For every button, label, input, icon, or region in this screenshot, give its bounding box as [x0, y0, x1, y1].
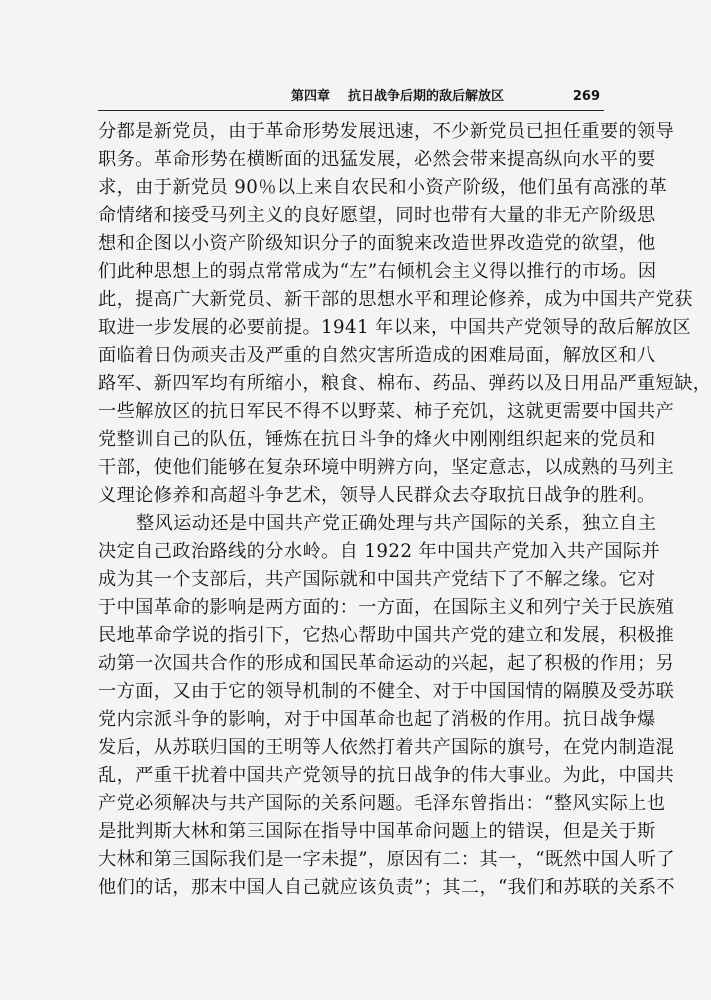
page-number: 269 — [572, 89, 600, 104]
text-line: 求，由于新党员 90％以上来自农民和小资产阶级，他们虽有高涨的革 — [98, 177, 668, 198]
paragraph — [98, 510, 676, 902]
text-line: 于中国革命的影响是两方面的：一方面，在国际主义和列宁关于民族殖 — [98, 597, 675, 618]
text-line: 分都是新党员，由于革命形势发展迅速，不少新党员已担任重要的领导 — [98, 121, 675, 142]
paragraph — [98, 118, 711, 510]
text-line: 产党必须解决与共产国际的关系问题。毛泽东曾指出：“整风实际上也 — [98, 793, 666, 814]
text-line: 大林和第三国际我们是一字未提”，原因有二：其一，“既然中国人听了 — [98, 849, 676, 870]
body-text — [98, 118, 711, 902]
text-line: 命情绪和接受马列主义的良好愿望，同时也带有大量的非无产阶级思 — [98, 205, 656, 226]
text-line: 党整训自己的队伍，锤炼在抗日斗争的烽火中刚刚组织起来的党员和 — [98, 429, 656, 450]
text-line: 路军、新四军均有所缩小，粮食、棉布、药品、弹药以及日用品严重短缺， — [98, 373, 711, 394]
text-line: 面临着日伪顽夹击及严重的自然灾害所造成的困难局面，解放区和八 — [98, 345, 656, 366]
text-line: 乱，严重干扰着中国共产党领导的抗日战争的伟大事业。为此，中国共 — [98, 765, 675, 786]
chapter-title: 抗日战争后期的敌后解放区 — [347, 89, 504, 104]
text-line: 一些解放区的抗日军民不得不以野菜、柿子充饥，这就更需要中国共产 — [98, 401, 675, 422]
text-line: 是批判斯大林和第三国际在指导中国革命问题上的错误，但是关于斯 — [98, 821, 656, 842]
text-line: 义理论修养和高超斗争艺术，领导人民群众去夺取抗日战争的胜利。 — [98, 485, 656, 506]
text-line: 想和企图以小资产阶级知识分子的面貌来改造世界改造党的欲望，他 — [98, 233, 656, 254]
text-line: 他们的话，那末中国人自己就应该负责”；其二，“我们和苏联的关系不 — [98, 877, 676, 898]
text-line: 决定自己政治路线的分水岭。自 1922 年中国共产党加入共产国际并 — [98, 541, 661, 562]
text-line: 职务。革命形势在横断面的迅猛发展，必然会带来提高纵向水平的要 — [98, 149, 656, 170]
text-line: 取进一步发展的必要前提。1941 年以来，中国共产党领导的敌后解放区 — [98, 317, 692, 338]
text-line: 动第一次国共合作的形成和国民革命运动的兴起，起了积极的作用；另 — [98, 653, 675, 674]
text-line: 此，提高广大新党员、新干部的思想水平和理论修养，成为中国共产党获 — [98, 289, 693, 310]
text-line: 发后，从苏联归国的王明等人依然打着共产国际的旗号，在党内制造混 — [98, 737, 675, 758]
text-line: 整风运动还是中国共产党正确处理与共产国际的关系，独立自主 — [136, 513, 657, 534]
chapter-label: 第四章 — [290, 89, 330, 104]
running-header — [98, 86, 604, 108]
text-line: 一方面，又由于它的领导机制的不健全、对于中国国情的隔膜及受苏联 — [98, 681, 675, 702]
text-line: 党内宗派斗争的影响，对于中国革命也起了消极的作用。抗日战争爆 — [98, 709, 656, 730]
header-rule — [98, 110, 604, 111]
text-line: 民地革命学说的指引下，它热心帮助中国共产党的建立和发展，积极推 — [98, 625, 675, 646]
text-line: 成为其一个支部后，共产国际就和中国共产党结下了不解之缘。它对 — [98, 569, 656, 590]
text-line: 干部，使他们能够在复杂环境中明辨方向，坚定意志，以成熟的马列主 — [98, 457, 675, 478]
header-title-group — [291, 86, 504, 108]
text-line: 们此种思想上的弱点常常成为“左”右倾机会主义得以推行的市场。因 — [98, 261, 657, 282]
